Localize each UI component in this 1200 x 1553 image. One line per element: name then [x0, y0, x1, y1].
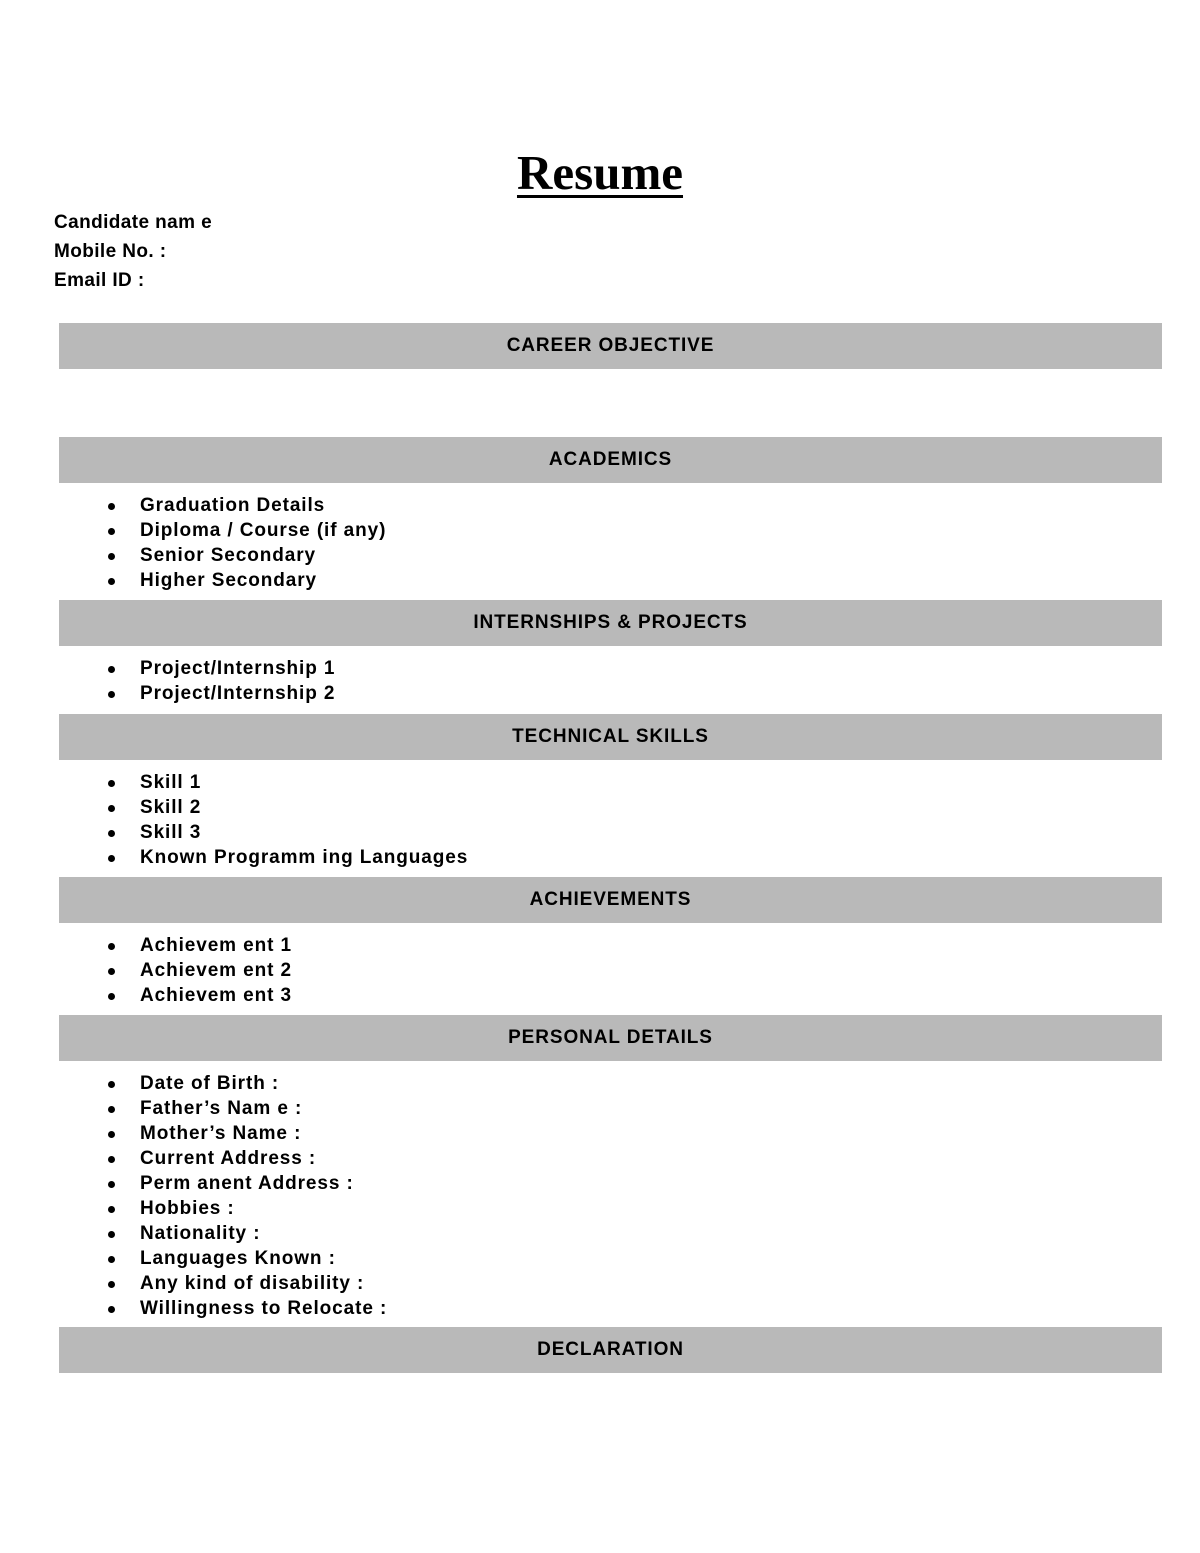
list-item: Known Programm ing Languages	[0, 845, 468, 870]
internships-list	[0, 656, 335, 706]
section-heading-internships-projects: INTERNSHIPS & PROJECTS	[59, 600, 1162, 646]
list-item: Graduation Details	[0, 493, 386, 518]
technical-skills-list	[0, 770, 468, 870]
list-item: Perm anent Address :	[0, 1171, 387, 1196]
section-heading-technical-skills: TECHNICAL SKILLS	[59, 714, 1162, 760]
list-item: Skill 3	[0, 820, 468, 845]
list-item: Nationality :	[0, 1221, 387, 1246]
document-title: Resume	[516, 145, 684, 200]
list-item: Willingness to Relocate :	[0, 1296, 387, 1321]
personal-details-list	[0, 1071, 387, 1321]
list-item: Project/Internship 1	[0, 656, 335, 681]
section-heading-career-objective: CAREER OBJECTIVE	[59, 323, 1162, 369]
email-id-label: Email ID :	[54, 270, 145, 291]
list-item: Skill 1	[0, 770, 468, 795]
list-item: Higher Secondary	[0, 568, 386, 593]
list-item: Skill 2	[0, 795, 468, 820]
contact-block	[54, 208, 212, 295]
list-item: Date of Birth :	[0, 1071, 387, 1096]
list-item: Project/Internship 2	[0, 681, 335, 706]
list-item: Languages Known :	[0, 1246, 387, 1271]
list-item: Achievem ent 3	[0, 983, 292, 1008]
list-item: Achievem ent 1	[0, 933, 292, 958]
list-item: Father’s Nam e :	[0, 1096, 387, 1121]
section-heading-personal-details: PERSONAL DETAILS	[59, 1015, 1162, 1061]
candidate-name-label: Candidate nam e	[54, 212, 213, 233]
section-heading-achievements: ACHIEVEMENTS	[59, 877, 1162, 923]
list-item: Senior Secondary	[0, 543, 386, 568]
list-item: Mother’s Name :	[0, 1121, 387, 1146]
list-item: Current Address :	[0, 1146, 387, 1171]
section-heading-declaration: DECLARATION	[59, 1327, 1162, 1373]
academics-list	[0, 493, 386, 593]
achievements-list	[0, 933, 292, 1008]
list-item: Achievem ent 2	[0, 958, 292, 983]
list-item: Any kind of disability :	[0, 1271, 387, 1296]
list-item: Hobbies :	[0, 1196, 387, 1221]
mobile-number-label: Mobile No. :	[54, 241, 167, 262]
list-item: Diploma / Course (if any)	[0, 518, 386, 543]
section-heading-academics: ACADEMICS	[59, 437, 1162, 483]
